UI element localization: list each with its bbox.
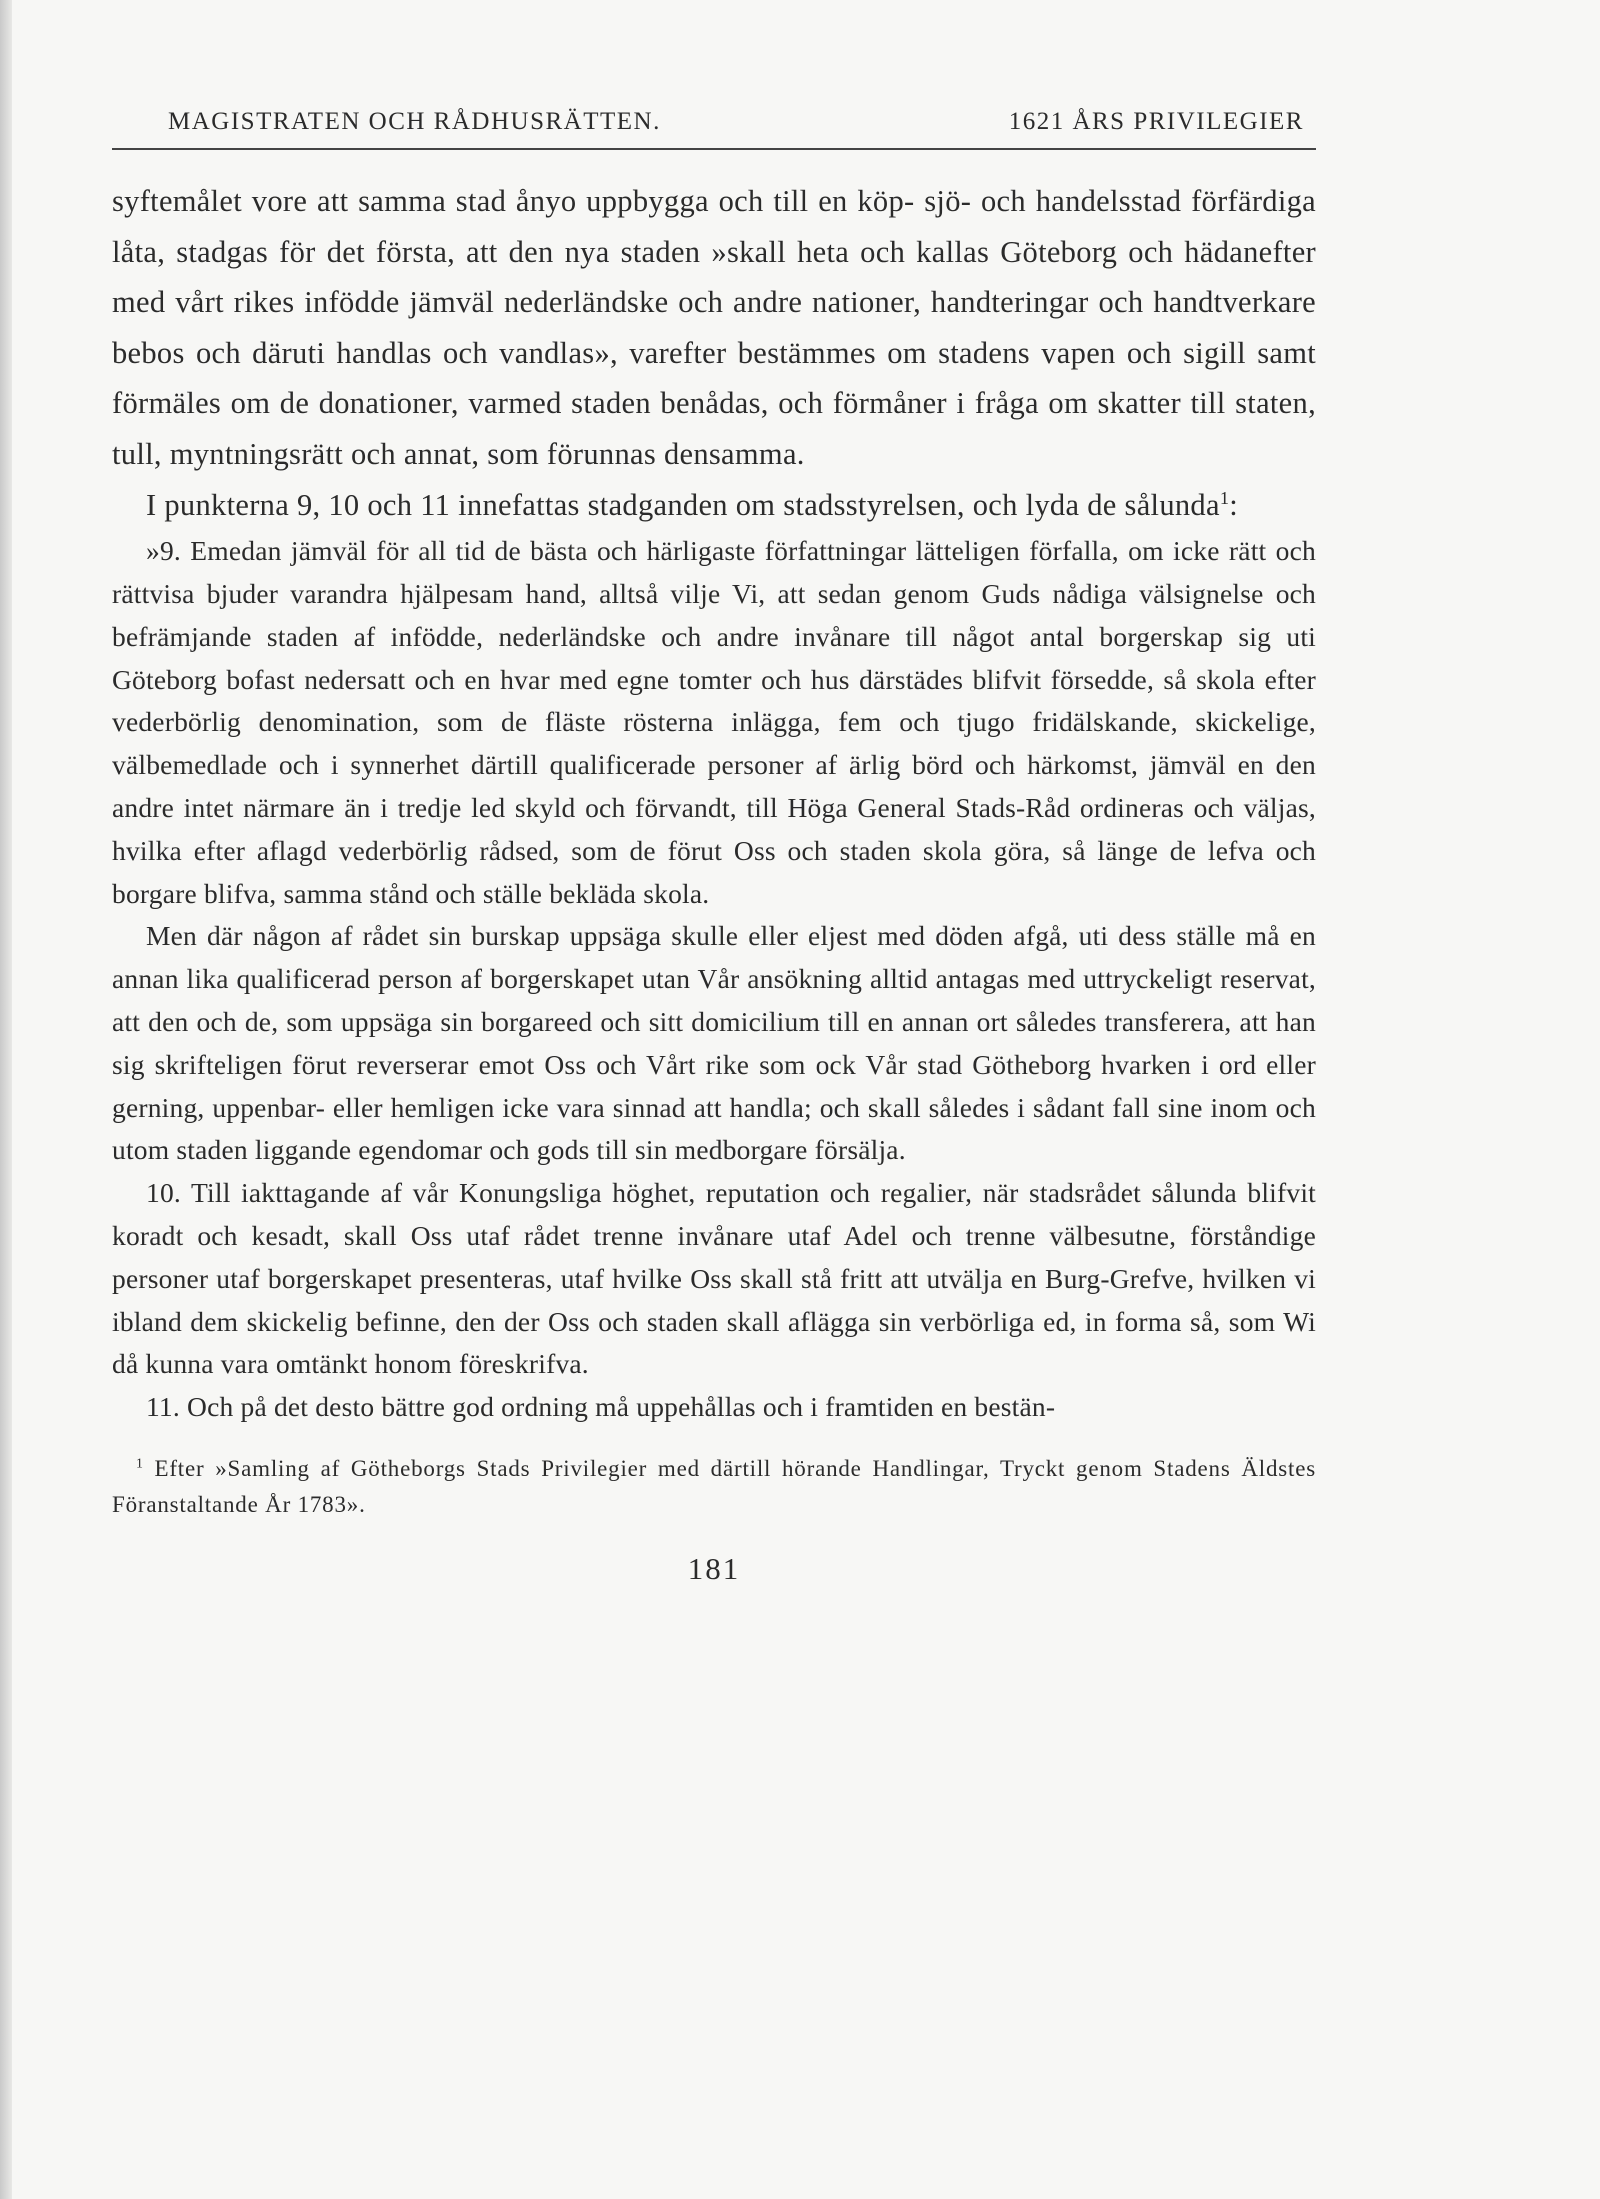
footnote-reference: 1 [1219,487,1230,508]
footnote-spacer [112,1429,1316,1445]
footnote [112,1451,1316,1523]
page-number: 181 [687,1550,741,1586]
paragraph-1: syftemålet vore att samma stad ånyo uppbygga och till en köp- sjö- och handelsstad förfärdiga låta, stadgas för det första, att den nya staden »skall heta och kallas Göteborg och hädanefter med vårt rikes infödde jämväl nederländske och andre nationer, handteringar och handtverkare bebos och däruti handlas och vandlas», varefter bestämmes om stadens vapen och sigill samt förmäles om de donationer, varmed staden benådas, och förmåner i fråga om skatter till staten, tull, myntningsrätt och annat, som förunnas densamma. [112,184,1316,471]
paragraph-2-end: : [1229,487,1239,522]
footnote-mark: 1 [136,1455,144,1471]
page-spine-shadow [0,0,12,2199]
paragraph-2 [112,480,1316,531]
quote-point-10: 10. Till iakttagande af vår Konungsliga höghet, reputation och regalier, när stadsrådet sålunda blifvit koradt och kesadt, skall Oss utaf rådet trenne invånare utaf Adel och trenne välbesutne, förståndige personer utaf borgerskapet presenteras, utaf hvilke Oss skall stå fritt att utvälja en Burg-Grefve, hvilken vi ibland dem skickelig befinne, den der Oss och staden skall aflägga sin verbörliga ed, in forma så, som Wi då kunna vara omtänkt honom föreskrifva. [112,1177,1316,1380]
footnote-text: Efter »Samling af Götheborgs Stads Privilegier med därtill hörande Handlingar, Tryckt genom Stadens Äldstes Föranstaltande År 1783». [112,1455,1316,1517]
paragraph-2-text: I punkterna 9, 10 och 11 innefattas stadganden om stadsstyrelsen, och lyda de sålunda [146,487,1220,522]
quote-point-9: »9. Emedan jämväl för all tid de bästa och härligaste författningar lätteligen förfalla, om icke rätt och rättvisa bjuder varandra hjälpesam hand, alltså vilje Vi, att sedan genom Guds nådiga välsignelse och befrämjande staden af infödde, nederländske och andre invånare till något antal borgerskap sig uti Göteborg bofast nedersatt och en hvar med egne tomter och hus därstädes blifvit försedde, så skola efter vederbörlig denomination, som de fläste rösterna inlägga, fem och tjugo fridälskande, skickelige, välbemedlade och i synnerhet därtill qualificerade personer af ärlig börd och härkomst, jämväl en den andre intet närmare än i tredje led skyld och förvandt, till Höga General Stads-Råd ordineras och väljas, hvilka efter aflagd vederbörlig rådsed, som de förut Oss och staden skola göra, så länge de lefva och borgare blifva, samma stånd och ställe bekläda skola. [112,535,1316,909]
running-header [112,96,1316,150]
body-text [112,176,1316,1429]
quote-point-11: 11. Och på det desto bättre god ordning må uppehållas och i framtiden en bestän- [146,1391,1056,1423]
header-chapter-title: MAGISTRATEN OCH RÅDHUSRÄTTEN. [168,108,661,135]
book-page [112,96,1316,1587]
quote-point-9-continued: Men där någon af rådet sin burskap uppsäga skulle eller eljest med döden afgå, uti dess ställe må en annan lika qualificerad person af borgerskapet utan Vår ansökning alltid antagas med uttryckeligt reservat, att den och de, som uppsäga sin borgareed och sitt domicilium till en annan ort således transferera, att han sig skrifteligen förut reverserar emot Oss och Vårt rike som ock Vår stad Götheborg hvarken i ord eller gerning, uppenbar- eller hemligen icke vara sinnad att handla; och skall således i sådant fall sine inom och utom staden liggande egendomar och gods till sin medborgare försälja. [112,920,1316,1166]
header-section-title: 1621 ÅRS PRIVILEGIER [1008,108,1304,135]
